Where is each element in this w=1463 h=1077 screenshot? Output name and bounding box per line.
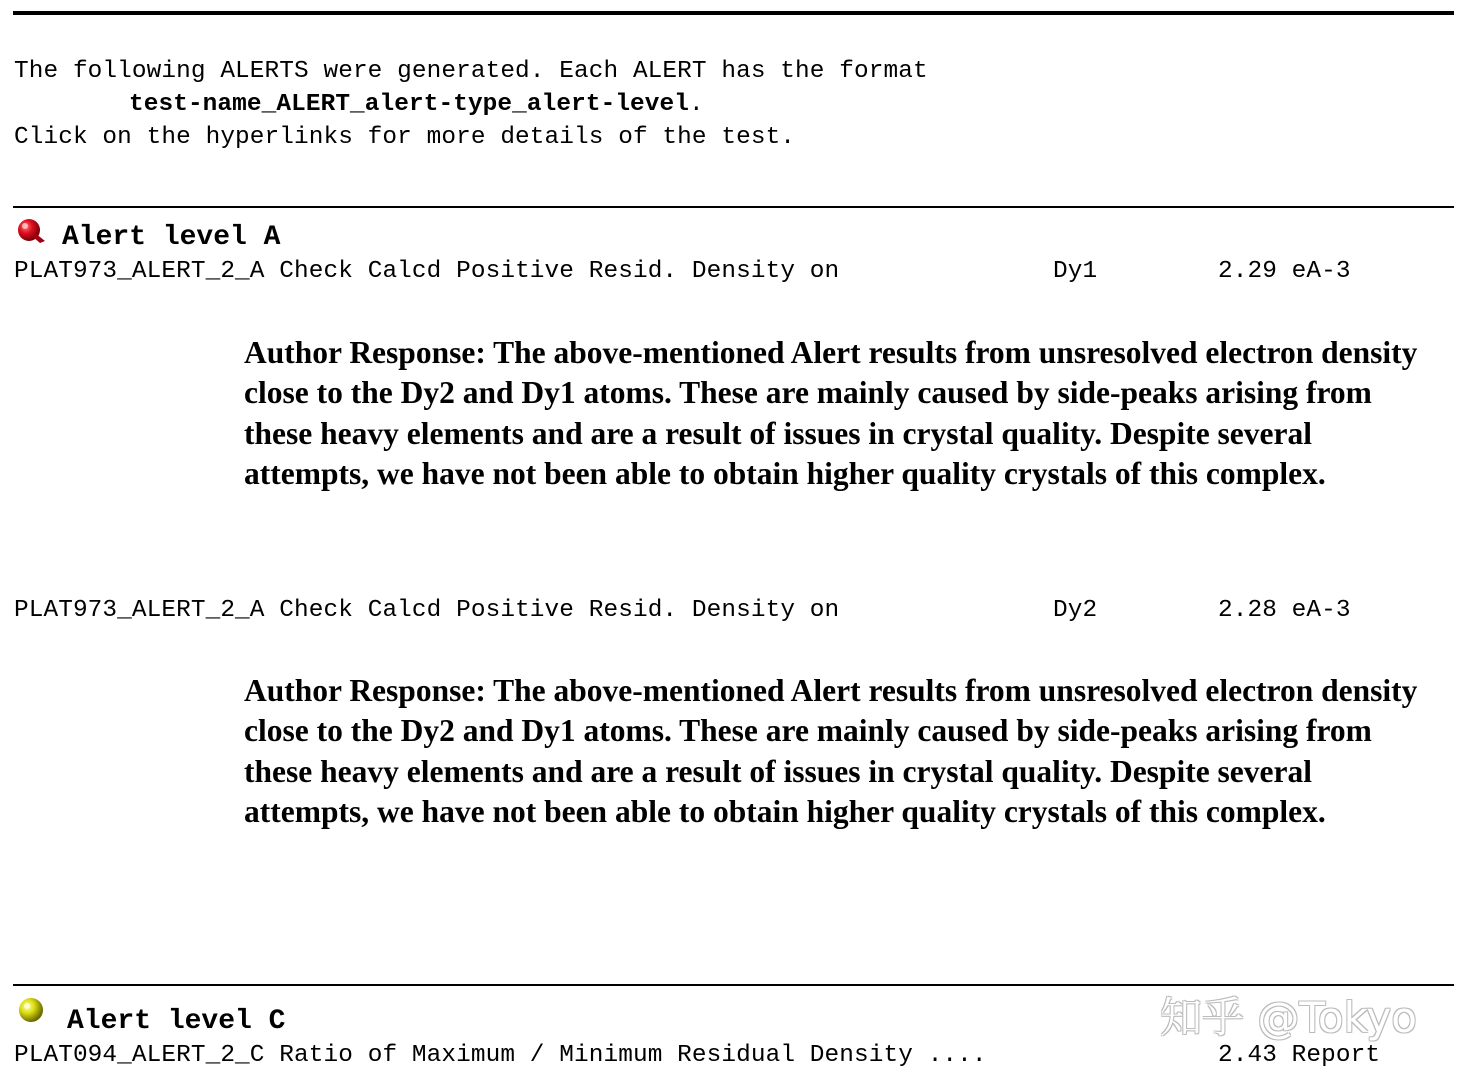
hyperlink-hint: Click on the hyperlinks for more details of the test. xyxy=(14,124,796,151)
format-period: . xyxy=(689,91,704,118)
alert-row xyxy=(14,257,839,287)
format-line xyxy=(129,90,704,120)
alert-description: Ratio of Maximum / Minimum Residual Density .... xyxy=(279,1042,987,1069)
author-response: Author Response: The above-mentioned Alert results from unsresolved electron density close to the Dy2 and Dy1 atoms. These are mainly caused by side-peaks arising from these heavy elements and are a result of issues in crystal quality. Despite several attempts, we have not been able to obtain higher quality crystals of this complex. xyxy=(244,335,1418,491)
top-divider xyxy=(13,11,1454,15)
author-response: Author Response: The above-mentioned Alert results from unsresolved electron density close to the Dy2 and Dy1 atoms. These are mainly caused by side-peaks arising from these heavy elements and are a result of issues in crystal quality. Despite several attempts, we have not been able to obtain higher quality crystals of this complex. xyxy=(244,673,1418,829)
intro-line: The following ALERTS were generated. Each ALERT has the format xyxy=(14,58,928,85)
alert-description: Check Calcd Positive Resid. Density on xyxy=(279,258,840,285)
alert-value: 2.29 eA-3 xyxy=(1218,258,1351,285)
alert-test-link[interactable]: PLAT973_ALERT_2_A xyxy=(14,258,265,285)
watermark: 知乎 @Tokyo xyxy=(1160,993,1417,1042)
alert-value: 2.43 Report xyxy=(1218,1042,1381,1069)
alert-atom: Dy1 xyxy=(1053,258,1098,285)
yellow-alert-ball-icon xyxy=(17,997,47,1025)
alert-format: test-name_ALERT_alert-type_alert-level xyxy=(129,91,689,118)
red-alert-ball-icon xyxy=(15,217,47,247)
alert-row xyxy=(14,596,839,626)
alert-description: Check Calcd Positive Resid. Density on xyxy=(279,597,840,624)
alert-atom: Dy2 xyxy=(1053,597,1098,624)
alert-value: 2.28 eA-3 xyxy=(1218,597,1351,624)
alert-test-link[interactable]: PLAT094_ALERT_2_C xyxy=(14,1042,265,1069)
level-a-divider xyxy=(13,206,1454,208)
level-a-title: Alert level A xyxy=(62,222,281,253)
alert-row xyxy=(14,1041,987,1071)
level-c-title: Alert level C xyxy=(67,1006,286,1037)
alert-test-link[interactable]: PLAT973_ALERT_2_A xyxy=(14,597,265,624)
